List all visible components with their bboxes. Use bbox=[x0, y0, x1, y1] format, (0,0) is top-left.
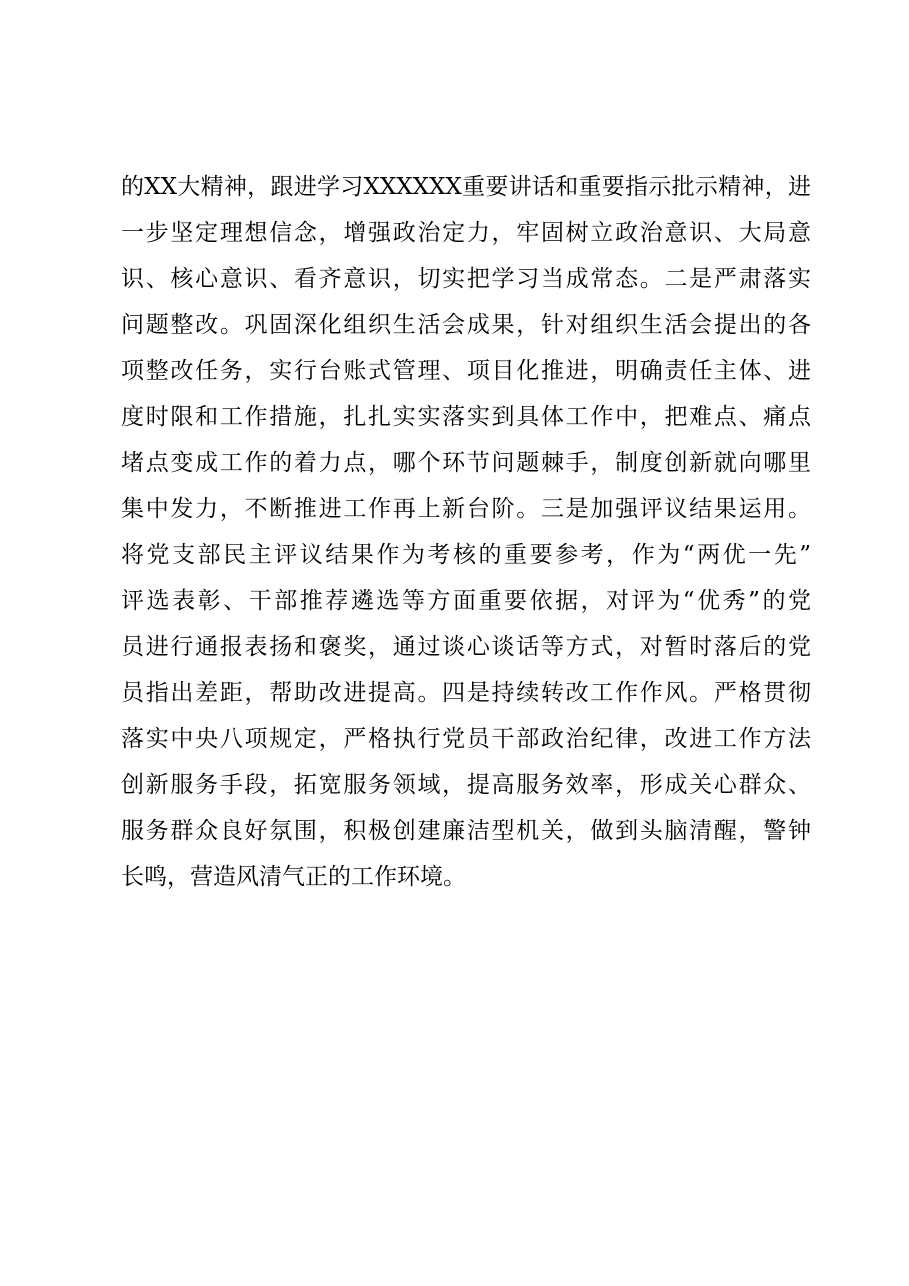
text-line: 评选表彰、干部推荐遴选等方面重要依据，对评为“优秀”的党 bbox=[121, 588, 811, 614]
text-line: 识、核心意识、看齐意识，切实把学习当成常态。二是严肃落实 bbox=[121, 266, 811, 292]
text-line: 员指出差距，帮助改进提高。四是持续转改工作作风。严格贯彻 bbox=[121, 680, 811, 706]
text-line: 服务群众良好氛围，积极创建廉洁型机关，做到头脑清醒，警钟 bbox=[121, 818, 811, 844]
text-line: 长鸣，营造风清气正的工作环境。 bbox=[121, 864, 466, 890]
text-line: 一步坚定理想信念，增强政治定力，牢固树立政治意识、大局意 bbox=[121, 220, 811, 246]
text-line: 的XX大精神，跟进学习XXXXXX重要讲话和重要指示批示精神，进 bbox=[121, 174, 811, 200]
text-line: 将党支部民主评议结果作为考核的重要参考，作为“两优一先” bbox=[121, 542, 811, 568]
text-line: 度时限和工作措施，扎扎实实落实到具体工作中，把难点、痛点 bbox=[121, 404, 811, 430]
text-line: 项整改任务，实行台账式管理、项目化推进，明确责任主体、进 bbox=[121, 358, 811, 384]
body-paragraph bbox=[121, 164, 811, 900]
text-line: 创新服务手段，拓宽服务领域，提高服务效率，形成关心群众、 bbox=[121, 772, 811, 798]
text-line: 集中发力，不断推进工作再上新台阶。三是加强评议结果运用。 bbox=[121, 496, 811, 522]
text-line: 问题整改。巩固深化组织生活会成果，针对组织生活会提出的各 bbox=[121, 312, 811, 338]
text-line: 堵点变成工作的着力点，哪个环节问题棘手，制度创新就向哪里 bbox=[121, 450, 811, 476]
text-line: 落实中央八项规定，严格执行党员干部政治纪律，改进工作方法 bbox=[121, 726, 811, 752]
text-line: 员进行通报表扬和褒奖，通过谈心谈话等方式，对暂时落后的党 bbox=[121, 634, 811, 660]
